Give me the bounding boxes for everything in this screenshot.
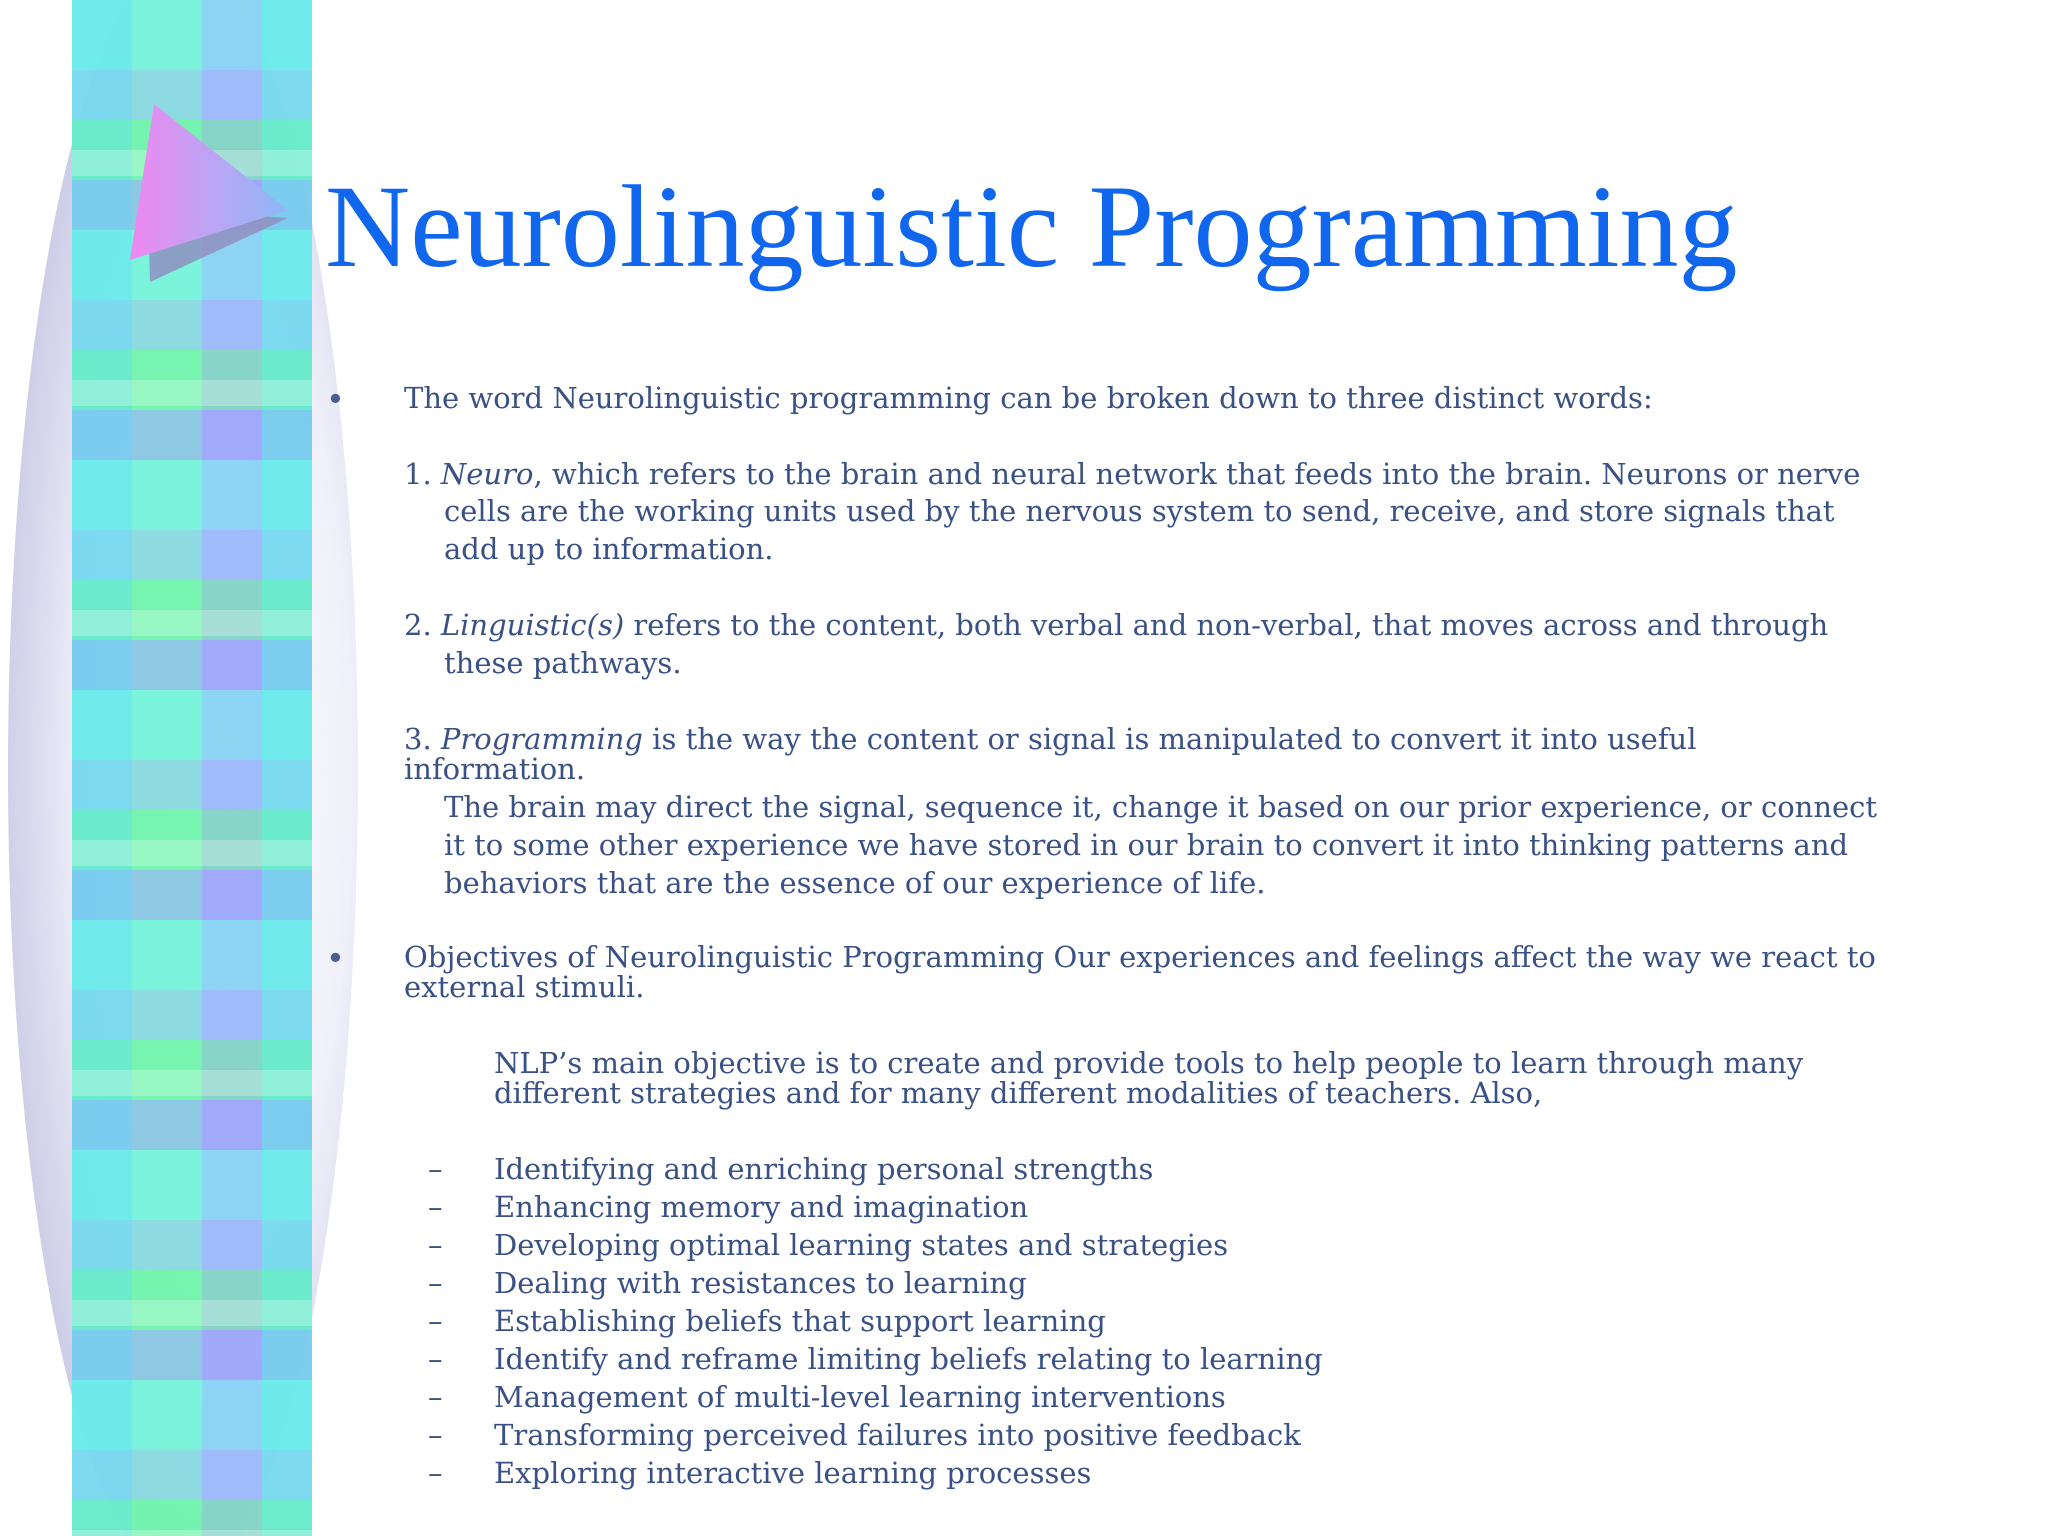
main-objective-text: different strategies and for many different modalities of teachers. Also, [494,1076,1543,1110]
list-item-linguistics [404,608,1828,643]
item-text: , which refers to the brain and neural network that feeds into the brain. Neurons or nerve [533,457,1861,491]
dash-marker: – [428,1456,443,1490]
term-linguistics: Linguistic(s) [440,608,625,642]
intro-text: The word Neurolinguistic programming can be broken down to three distinct words: [404,381,1653,415]
list-number: 3. [404,722,432,756]
dash-marker: – [428,1190,443,1224]
list-item: Exploring interactive learning processes [494,1456,1092,1490]
list-item-neuro [404,457,1860,492]
item-text: add up to information. [444,532,774,566]
list-item: Enhancing memory and imagination [494,1190,1029,1224]
dash-marker: – [428,1266,443,1300]
list-item-programming [404,722,1697,757]
term-neuro: Neuro [440,457,534,491]
dash-marker: – [428,1304,443,1338]
page-title: Neurolinguistic Programming [325,161,1738,292]
dash-marker: – [428,1380,443,1414]
item-text: it to some other experience we have stored in our brain to convert it into thinking patterns and [444,828,1849,862]
item-text: behaviors that are the essence of our experience of life. [444,866,1266,900]
triangle-icon [120,100,290,290]
item-text: these pathways. [444,646,682,680]
list-item: Identify and reframe limiting beliefs relating to learning [494,1342,1323,1376]
list-number: 2. [404,608,432,642]
list-item: Identifying and enriching personal strengths [494,1152,1154,1186]
list-item: Management of multi-level learning interventions [494,1380,1226,1414]
objectives-text: external stimuli. [404,970,645,1004]
list-item: Establishing beliefs that support learning [494,1304,1106,1338]
list-item: Developing optimal learning states and strategies [494,1228,1229,1262]
item-text: information. [404,752,586,786]
dash-marker: – [428,1342,443,1376]
main-objective-text: NLP’s main objective is to create and provide tools to help people to learn through many [494,1046,1804,1080]
list-item: Dealing with resistances to learning [494,1266,1027,1300]
bullet-dot: • [326,939,345,977]
item-text: cells are the working units used by the nervous system to send, receive, and store signals that [444,494,1835,528]
dash-marker: – [428,1228,443,1262]
objectives-text: Objectives of Neurolinguistic Programming Our experiences and feelings affect the way we react to [404,940,1876,974]
list-item: Transforming perceived failures into positive feedback [494,1418,1301,1452]
item-text: is the way the content or signal is manipulated to convert it into useful [642,722,1697,756]
item-text: The brain may direct the signal, sequence it, change it based on our prior experience, or connect [444,790,1878,824]
term-programming: Programming [440,722,643,756]
bullet-dot: • [326,380,345,418]
dash-marker: – [428,1418,443,1452]
item-text: refers to the content, both verbal and non-verbal, that moves across and through [624,608,1829,642]
list-number: 1. [404,457,432,491]
dash-marker: – [428,1152,443,1186]
